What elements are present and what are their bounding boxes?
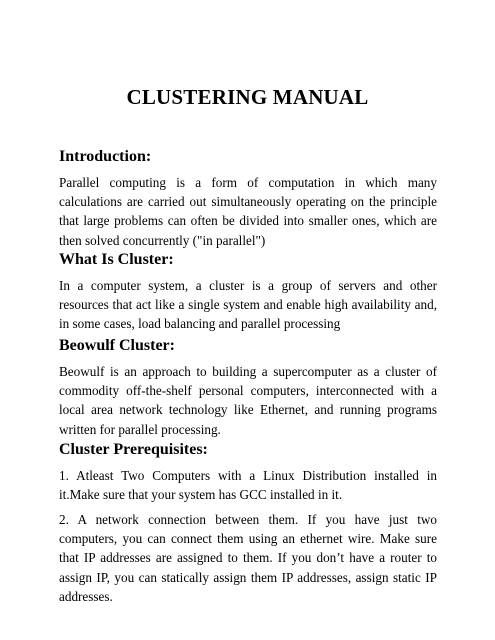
section-heading-introduction: Introduction: (59, 148, 152, 165)
prerequisite-item-2: 2. A network connection between them. If you have just two computers, you can connect them using an ethernet wire. Make sure that IP addresses are assigned to them. If you don’t have a router to assign IP, you can statically assign them IP addresses, assign static IP addresses. (59, 512, 437, 604)
introduction-paragraph: Parallel computing is a form of computation in which many calculations are carried out simultaneously operating on the principle that large problems can often be divided into smaller ones, which are then solved concurrently ("in parallel") (59, 175, 437, 248)
section-heading-what-is-cluster: What Is Cluster: (59, 251, 174, 268)
prerequisite-item-1: 1. Atleast Two Computers with a Linux Distribution installed in it.Make sure that your system has GCC installed in it. (59, 468, 437, 503)
section-heading-cluster-prerequisites: Cluster Prerequisites: (59, 441, 208, 458)
section-heading-beowulf-cluster: Beowulf Cluster: (59, 337, 175, 354)
document-title: CLUSTERING MANUAL (126, 85, 369, 109)
beowulf-cluster-paragraph: Beowulf is an approach to building a supercomputer as a cluster of commodity off-the-shelf personal computers, interconnected with a local area network technology like Ethernet, and running programs written for parallel processing. (59, 364, 437, 437)
what-is-cluster-paragraph: In a computer system, a cluster is a group of servers and other resources that act like a single system and enable high availability and, in some cases, load balancing and parallel processing (59, 278, 437, 332)
